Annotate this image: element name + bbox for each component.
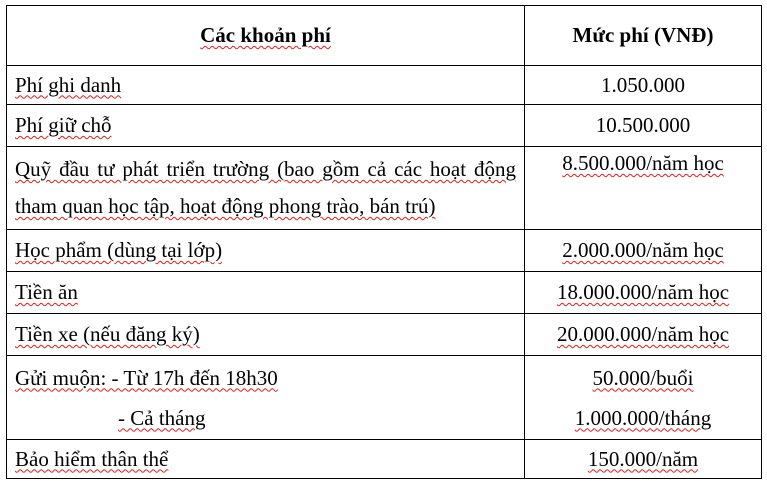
fee-item: Quỹ đầu tư phát triển trường (bao gồm cả các hoạt động tham quan học tập, hoạt động phong trào, bán trú) <box>7 147 525 230</box>
late-pickup-fee-1: 50.000/buổi <box>592 365 694 390</box>
fee-item: Học phẩm (dùng tại lớp) <box>7 230 525 272</box>
fee-value: 10.500.000 <box>525 105 762 147</box>
fee-value: 150.000/năm <box>525 440 762 479</box>
table-row <box>7 230 762 272</box>
table-row <box>7 440 762 479</box>
fee-value: 8.500.000/năm học <box>525 147 762 230</box>
table-row <box>7 356 762 440</box>
fee-value: 20.000.000/năm học <box>525 314 762 356</box>
fee-value <box>525 356 762 440</box>
fee-value: 2.000.000/năm học <box>525 230 762 272</box>
fee-item: Tiền xe (nếu đăng ký) <box>7 314 525 356</box>
late-pickup-fee-2: 1.000.000/tháng <box>574 405 712 430</box>
late-pickup-line-1: Gửi muộn: - Từ 17h đến 18h30 <box>15 365 278 390</box>
header-item: Các khoản phí <box>7 6 525 66</box>
fee-item: Tiền ăn <box>7 272 525 314</box>
fee-table <box>6 5 762 479</box>
fee-value: 1.050.000 <box>525 66 762 105</box>
table-row <box>7 272 762 314</box>
table-row <box>7 105 762 147</box>
late-pickup-line-2: - Cả tháng <box>118 405 206 430</box>
table-header-row <box>7 6 762 66</box>
fee-item: Phí giữ chỗ <box>7 105 525 147</box>
table-row <box>7 314 762 356</box>
table-row <box>7 66 762 105</box>
fee-item: Phí ghi danh <box>7 66 525 105</box>
table-row <box>7 147 762 230</box>
fee-item: Bảo hiểm thân thể <box>7 440 525 479</box>
fee-item <box>7 356 525 440</box>
header-fee: Mức phí (VNĐ) <box>525 6 762 66</box>
fee-value: 18.000.000/năm học <box>525 272 762 314</box>
